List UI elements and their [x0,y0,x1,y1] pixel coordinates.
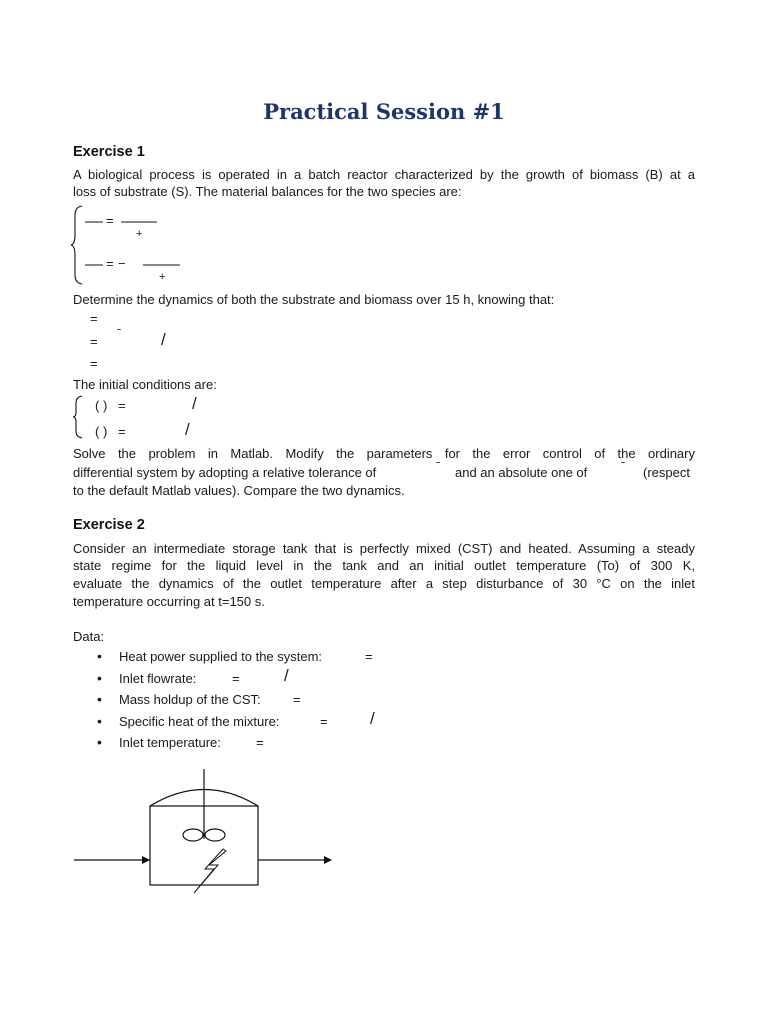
list-item [97,665,322,692]
list-item [97,708,375,735]
data-item-slash: / [370,708,375,728]
agitator-blade-right [205,829,225,841]
exercise-2-heading: Exercise 2 [73,517,145,533]
solve-line-2-part-3: (respect [643,465,690,480]
exercise-2-line-1: Consider an intermediate storage tank that is perfectly mixed (CST) and heated. Assuming a steady [73,541,695,556]
outlet-arrow-head [324,856,332,864]
initial-condition-2-slash: / [185,420,190,439]
parameter-2-equals: = [90,334,98,349]
exercise-1-determine-text: Determine the dynamics of both the substrate and biomass over 15 h, knowing that: [73,292,555,307]
initial-conditions-label: The initial conditions are: [73,377,217,392]
initial-conditions-brace [72,395,88,439]
data-label: Data: [73,629,105,644]
solve-line-3: to the default Matlab values). Compare the two dynamics. [73,483,405,498]
equation-2-minus: − [118,256,126,271]
initial-condition-2-equals: = [118,424,126,439]
inlet-arrow-head [142,856,150,864]
agitator-blade-left [183,829,203,841]
parameter-2-slash: / [161,330,166,349]
equation-2-equals: = [106,256,114,271]
exercise-1-intro-line-1: A biological process is operated in a batch reactor characterized by the growth of biomass (B) at a [73,167,695,182]
solve-line-2-part-2: and an absolute one of [455,465,588,480]
data-item-slash: / [284,665,289,685]
data-item-equals: = [320,713,328,729]
equation-1-equals: = [106,213,114,228]
data-list [97,648,375,756]
equation-fraction-lines [84,212,204,272]
exercise-1-heading: Exercise 1 [73,144,145,160]
relative-tolerance-exponent-mark: ˉ [436,459,441,474]
absolute-tolerance-exponent-mark: ˉ [621,459,626,474]
parameter-1-equals: = [90,311,98,326]
data-item-equals: = [365,649,373,664]
data-item-label: Heat power supplied to the system: [119,649,323,664]
exercise-2-line-2: state regime for the liquid level in the tank and an initial outlet temperature (To) of 300 K, [73,558,695,573]
exercise-2-line-3: evaluate the dynamics of the outlet temperature after a step disturbance of 30 °C on the inlet [73,576,695,591]
page-title: Practical Session #1 [263,99,505,124]
solve-line-2-part-1: differential system by adopting a relative tolerance of [73,465,377,480]
data-item-equals: = [293,692,301,707]
data-item-equals: = [232,670,240,686]
initial-condition-2-paren: ( ) [95,424,108,439]
equation-2-plus: + [159,271,166,283]
initial-condition-1-paren: ( ) [95,398,108,413]
list-item [97,691,322,713]
data-item-label: Specific heat of the mixture: [119,713,280,729]
initial-condition-1-equals: = [118,398,126,413]
data-item-label: Mass holdup of the CST: [119,692,261,707]
list-item [97,734,322,756]
exercise-1-intro-line-2: loss of substrate (S). The material balances for the two species are: [73,184,462,199]
heater-bolt-icon [194,849,226,893]
data-item-label: Inlet flowrate: [119,670,197,686]
exercise-2-line-4: temperature occurring at t=150 s. [73,594,265,609]
initial-condition-1-slash: / [192,394,197,413]
parameter-3-equals: = [90,356,98,371]
solve-line-1: Solve the problem in Matlab. Modify the parameters for the error control of the ordinary [73,446,695,461]
data-item-equals: = [256,735,264,750]
equation-1-plus: + [136,228,143,240]
data-item-label: Inlet temperature: [119,735,221,750]
cst-tank-diagram [70,765,350,905]
parameter-2-exponent-mark: ˉ [117,326,122,341]
